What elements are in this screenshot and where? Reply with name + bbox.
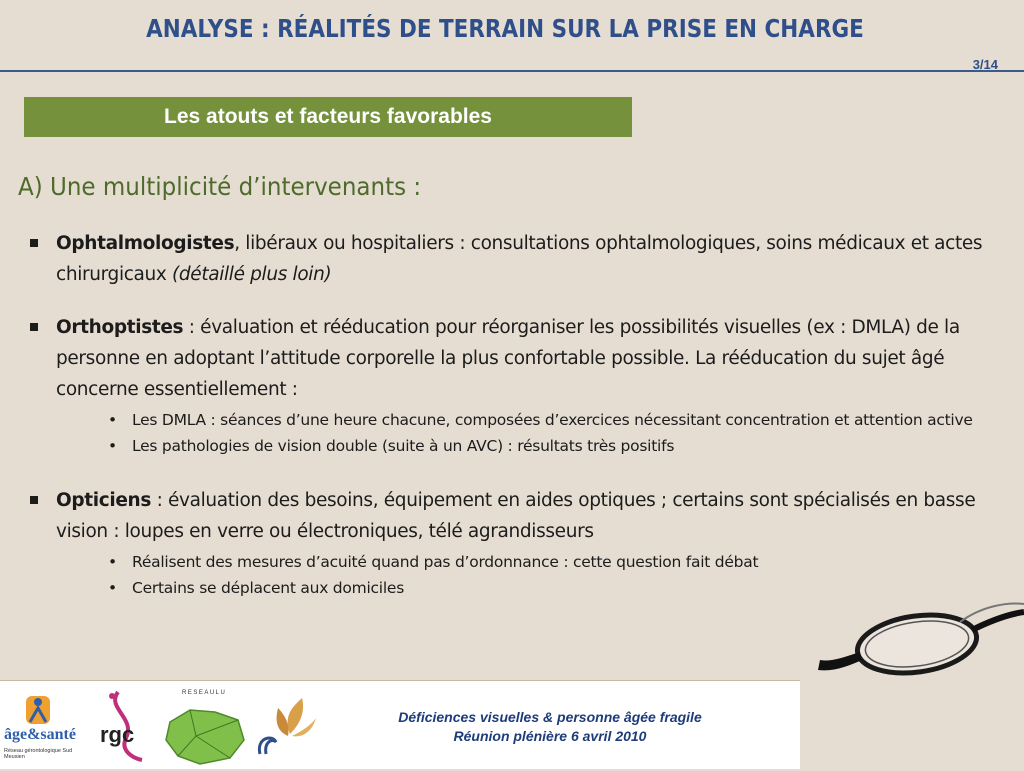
title-divider (0, 70, 1024, 72)
footer-line-1: Déficiences visuelles & personne âgée fragile (398, 709, 702, 725)
section-banner (24, 97, 632, 137)
bullet-term: Ophtalmologistes (56, 233, 235, 254)
age-sante-logo (4, 692, 84, 766)
sub-item-text: Certains se déplacent aux domiciles (132, 579, 405, 597)
section-heading: A) Une multiplicité d’intervenants : (18, 172, 422, 201)
bullet-term: Orthoptistes (56, 317, 184, 338)
bullet-term: Opticiens (56, 490, 152, 511)
sub-item (108, 549, 1000, 575)
footer-line-2: Réunion plénière 6 avril 2010 (453, 728, 647, 744)
round-bullet-icon: • (108, 553, 117, 571)
square-bullet-icon (30, 323, 38, 331)
slide-title: ANALYSE : RÉALITÉS DE TERRAIN SUR LA PRISE EN CHARGE (146, 14, 864, 43)
square-bullet-icon (30, 496, 38, 504)
bullet-opticiens (30, 485, 1000, 601)
reseau-map-logo (160, 690, 250, 766)
sub-list (56, 407, 1000, 459)
bullet-list (30, 228, 1000, 601)
bullet-note: (détaillé plus loin) (172, 264, 332, 285)
tree-leaf-icon (252, 694, 322, 766)
banner-label: Les atouts et facteurs favorables (164, 105, 492, 128)
sub-item-text: Réalisent des mesures d’acuité quand pas d’ordonnance : cette question fait débat (132, 553, 759, 571)
sub-list (56, 549, 1000, 601)
footer-caption (360, 708, 740, 746)
sub-item-text: Les DMLA : séances d’une heure chacune, composées d’exercices nécessitant concentration et attention active (132, 411, 973, 429)
sub-item (108, 433, 1000, 459)
round-bullet-icon: • (108, 579, 117, 597)
gerontologique-logo (252, 694, 322, 766)
bullet-text: : évaluation des besoins, équipement en aides optiques ; certains sont spécialisés en basse vision : loupes en verre ou électroniques, télé agrandisseurs (56, 490, 976, 542)
square-bullet-icon (30, 239, 38, 247)
rgc-logo (96, 688, 156, 764)
page-number: 3/14 (972, 57, 998, 72)
bullet-text: : évaluation et rééducation pour réorganiser les possibilités visuelles (ex : DMLA) de la personne en adoptant l’attitude corporelle la plus confortable possible. La rééducation du sujet âgé concerne essentiellement : (56, 317, 960, 400)
age-sante-subtitle: Réseau gérontologique Sud Meusien (4, 748, 73, 760)
bullet-ophtalmologistes (30, 228, 1000, 290)
round-bullet-icon: • (108, 411, 117, 429)
age-sante-name: âge&santé (4, 726, 76, 743)
sub-item (108, 575, 1000, 601)
region-map-icon (160, 702, 250, 768)
sub-item (108, 407, 1000, 433)
bullet-text: , libéraux ou hospitaliers : consultations ophtalmologiques, soins médicaux et actes chirurgicaux (56, 233, 983, 285)
eyeglasses-illustration (812, 600, 1024, 710)
bullet-orthoptistes (30, 312, 1000, 459)
round-bullet-icon: • (108, 437, 117, 455)
rgc-name: rgc (100, 722, 135, 747)
sub-item-text: Les pathologies de vision double (suite à un AVC) : résultats très positifs (132, 437, 675, 455)
reseau-label: RESEAULU (182, 690, 227, 696)
